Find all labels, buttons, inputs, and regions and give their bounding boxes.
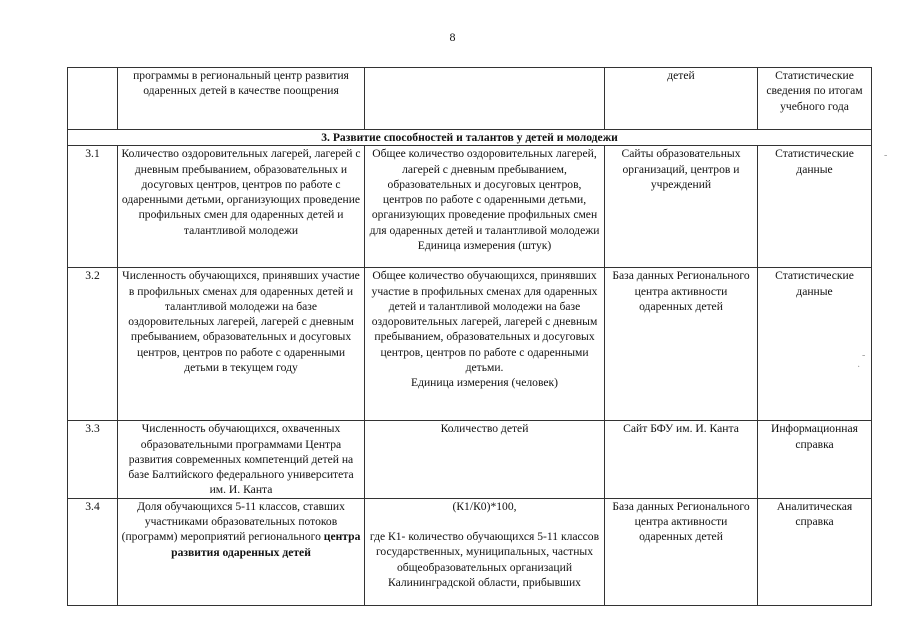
row-number: 3.3 (68, 421, 118, 498)
source-cell: детей (605, 68, 758, 130)
form-cell: Информационная справка (758, 421, 872, 498)
table-row (68, 68, 872, 130)
method-unit: Единица измерения (человек) (411, 376, 558, 390)
table-row (68, 146, 872, 268)
source-cell: База данных Регионального центра активности одаренных детей (605, 268, 758, 421)
indicator-cell: программы в региональный центр развития одаренных детей в качестве поощрения (118, 68, 365, 130)
indicators-table (67, 67, 872, 606)
method-cell (365, 498, 605, 605)
form-cell: Статистические сведения по итогам учебного года (758, 68, 872, 130)
form-cell: Статистические данные (758, 268, 872, 421)
indicator-text: Доля обучающихся 5-11 классов, ставших участниками образовательных потоков (программ) мероприятий регионального (121, 499, 345, 544)
indicator-cell: Численность обучающихся, принявших участие в профильных сменах для одаренных детей и талантливой молодежи на базе оздоровительных лагерей, лагерей с дневным пребыванием, образовательных и досуговых центров, центров по работе с одаренными детьми в текущем году (118, 268, 365, 421)
row-number (68, 68, 118, 130)
indicator-cell: Количество оздоровительных лагерей, лагерей с дневным пребыванием, образовательных и досуговых центров, центров по работе с одаренными детьми, организующих проведение профильных смен для одаренных детей и талантливой молодежи (118, 146, 365, 268)
row-number: 3.1 (68, 146, 118, 268)
table-row (68, 498, 872, 605)
scan-mark: - (884, 150, 888, 161)
row-number: 3.2 (68, 268, 118, 421)
source-cell: Сайты образовательных организаций, центров и учреждений (605, 146, 758, 268)
indicator-cell: Численность обучающихся, охваченных образовательными программами Центра развития современных компетенций детей на базе Балтийского федерального университета им. И. Канта (118, 421, 365, 498)
method-cell (365, 268, 605, 421)
form-cell: Аналитическая справка (758, 498, 872, 605)
method-text: Общее количество обучающихся, принявших участие в профильных сменах для одаренных детей и талантливой молодежи на базе оздоровительных лагерей, лагерей с дневным пребыванием, образовательных и досуговых центров, центров по работе с одаренными детьми. (371, 269, 598, 375)
method-text: где К1- количество обучающихся 5-11 классов государственных, муниципальных, частных общеобразовательных организаций Калининградской области, прибывших (369, 530, 600, 589)
table-row (68, 268, 872, 421)
page-number: 8 (449, 30, 456, 44)
scan-mark: · (857, 362, 861, 373)
scan-mark: - (862, 350, 866, 361)
source-cell: Сайт БФУ им. И. Канта (605, 421, 758, 498)
method-cell: Общее количество оздоровительных лагерей, лагерей с дневным пребыванием, образовательных и досуговых центров, центров по работе с одаренными детьми, организующих проведение профильных смен для одаренных детей и талантливой молодежи Единица измерения (штук) (365, 146, 605, 268)
method-cell: Количество детей (365, 421, 605, 498)
method-formula: (К1/К0)*100, (452, 499, 517, 513)
indicator-bold-text: центра развития одаренных детей (171, 530, 361, 559)
method-cell (365, 68, 605, 130)
form-cell: Статистические данные (758, 146, 872, 268)
table-row (68, 421, 872, 498)
section-header-row (68, 130, 872, 146)
indicator-cell (118, 498, 365, 605)
row-number: 3.4 (68, 498, 118, 605)
section-title: 3. Развитие способностей и талантов у детей и молодежи (68, 130, 872, 146)
source-cell: База данных Регионального центра активности одаренных детей (605, 498, 758, 605)
